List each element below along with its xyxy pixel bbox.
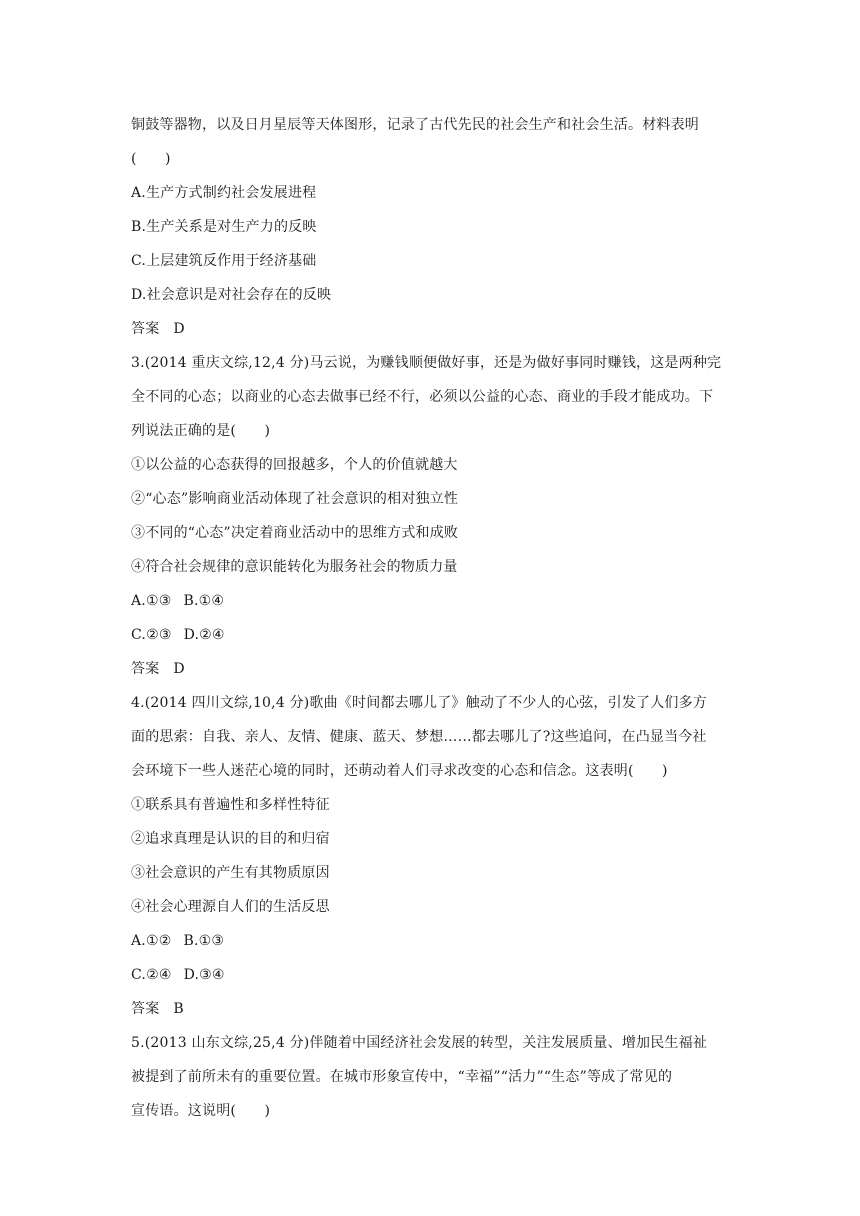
text-line: 全不同的心态；以商业的心态去做事已经不行，必须以公益的心态、商业的手段才能成功。下: [131, 389, 714, 405]
option-choice: C.②③: [131, 627, 172, 643]
text-line: ①以公益的心态获得的回报越多，个人的价值就越大: [131, 457, 458, 473]
text-line: D.社会意识是对社会存在的反映: [131, 287, 332, 303]
answer-value: D: [173, 321, 185, 337]
option-choice: C.②④: [131, 967, 172, 983]
answer-label: 答案: [131, 661, 160, 677]
text-line: 3.(2014 重庆文综,12,4 分)马云说，为赚钱顺便做好事，还是为做好事同时赚钱，这是两种完: [131, 355, 722, 371]
answer-line: [131, 312, 731, 346]
option-choice: A.①③: [131, 593, 172, 609]
text-line: ②“心态”影响商业活动体现了社会意识的相对独立性: [131, 491, 459, 507]
text-line: B.生产关系是对生产力的反映: [131, 219, 317, 235]
text-line: 会环境下一些人迷茫心境的同时，还萌动着人们寻求改变的心态和信念。这表明( ): [131, 763, 668, 779]
text-line: ③不同的“心态”决定着商业活动中的思维方式和成败: [131, 525, 459, 541]
answer-value: D: [173, 661, 185, 677]
answer-line: [131, 992, 731, 1026]
text-line: 5.(2013 山东文综,25,4 分)伴随着中国经济社会发展的转型，关注发展质量、增加民生福祉: [131, 1035, 708, 1051]
options-line: [131, 958, 731, 992]
text-line: ③社会意识的产生有其物质原因: [131, 865, 330, 881]
text-line: ④符合社会规律的意识能转化为服务社会的物质力量: [131, 559, 458, 575]
options-line: [131, 618, 731, 652]
option-choice: D.③④: [183, 967, 225, 983]
text-line: 4.(2014 四川文综,10,4 分)歌曲《时间都去哪儿了》触动了不少人的心弦，引发了人们多方: [131, 695, 708, 711]
text-line: ②追求真理是认识的目的和归宿: [131, 831, 330, 847]
document-page: [131, 108, 731, 1128]
text-line: ④社会心理源自人们的生活反思: [131, 899, 330, 915]
answer-label: 答案: [131, 321, 160, 337]
text-line: ①联系具有普遍性和多样性特征: [131, 797, 330, 813]
text-line: 列说法正确的是( ): [131, 423, 271, 439]
options-line: [131, 584, 731, 618]
option-choice: B.①④: [183, 593, 225, 609]
text-line: 铜鼓等器物，以及日月星辰等天体图形，记录了古代先民的社会生产和社会生活。材料表明: [131, 117, 699, 133]
text-line: C.上层建筑反作用于经济基础: [131, 253, 317, 269]
text-line: A.生产方式制约社会发展进程: [131, 185, 317, 201]
answer-label: 答案: [131, 1001, 160, 1017]
text-line: 宣传语。这说明( ): [131, 1103, 271, 1119]
option-choice: D.②④: [183, 627, 225, 643]
text-line: 面的思索：自我、亲人、友情、健康、蓝天、梦想……都去哪儿了?这些追问，在凸显当今社: [131, 729, 707, 745]
options-line: [131, 924, 731, 958]
answer-value: B: [173, 1001, 184, 1017]
answer-line: [131, 652, 731, 686]
text-line: 被提到了前所未有的重要位置。在城市形象宣传中，“幸福”“活力”“生态”等成了常见的: [131, 1069, 673, 1085]
option-choice: A.①②: [131, 933, 172, 949]
option-choice: B.①③: [183, 933, 225, 949]
text-line: ( ): [131, 151, 171, 167]
